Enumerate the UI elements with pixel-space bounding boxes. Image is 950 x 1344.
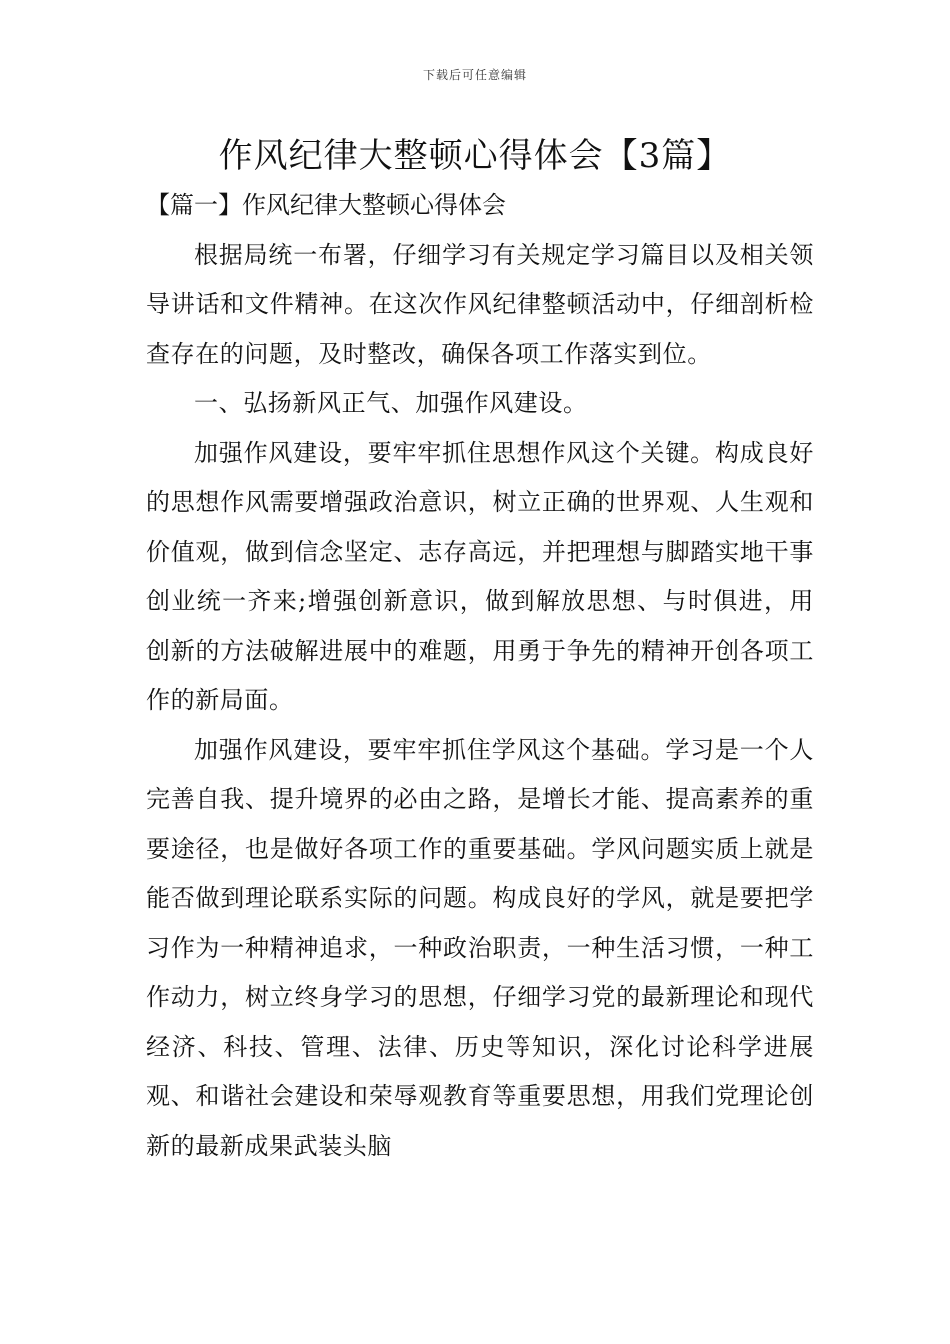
paragraph-intro: 根据局统一布署，仔细学习有关规定学习篇目以及相关领导讲话和文件精神。在这次作风纪律整顿活动中，仔细剖析检查存在的问题，及时整改，确保各项工作落实到位。 [146, 240, 814, 368]
paragraph-study-style: 加强作风建设，要牢牢抓住学风这个基础。学习是一个人完善自我、提升境界的必由之路，是增长才能、提高素养的重要途径，也是做好各项工作的重要基础。学风问题实质上就是能否做到理论联系实际的问题。构成良好的学风，就是要把学习作为一种精神追求，一种政治职责，一种生活习惯，一种工作动力，树立终身学习的思想，仔细学习党的最新理论和现代经济、科技、管理、法律、历史等知识，深化讨论科学进展观、和谐社会建设和荣辱观教育等重要思想，用我们党理论创新的最新成果武装头脑 [146, 735, 814, 1160]
header-note: 下载后可任意编辑 [422, 68, 527, 82]
document-body [146, 181, 814, 1171]
paragraph-thought-style: 加强作风建设，要牢牢抓住思想作风这个关键。构成良好的思想作风需要增强政治意识，树立正确的世界观、人生观和价值观，做到信念坚定、志存高远，并把理想与脚踏实地干事创业统一齐来;增强创新意识，做到解放思想、与时俱进，用创新的方法破解进展中的难题，用勇于争先的精神开创各项工作的新局面。 [146, 438, 814, 714]
document-title: 作风纪律大整顿心得体会【3篇】 [218, 136, 732, 176]
paragraph-subheading: 一、弘扬新风正气、加强作风建设。 [194, 389, 588, 417]
section-heading: 【篇一】作风纪律大整顿心得体会 [146, 191, 506, 219]
